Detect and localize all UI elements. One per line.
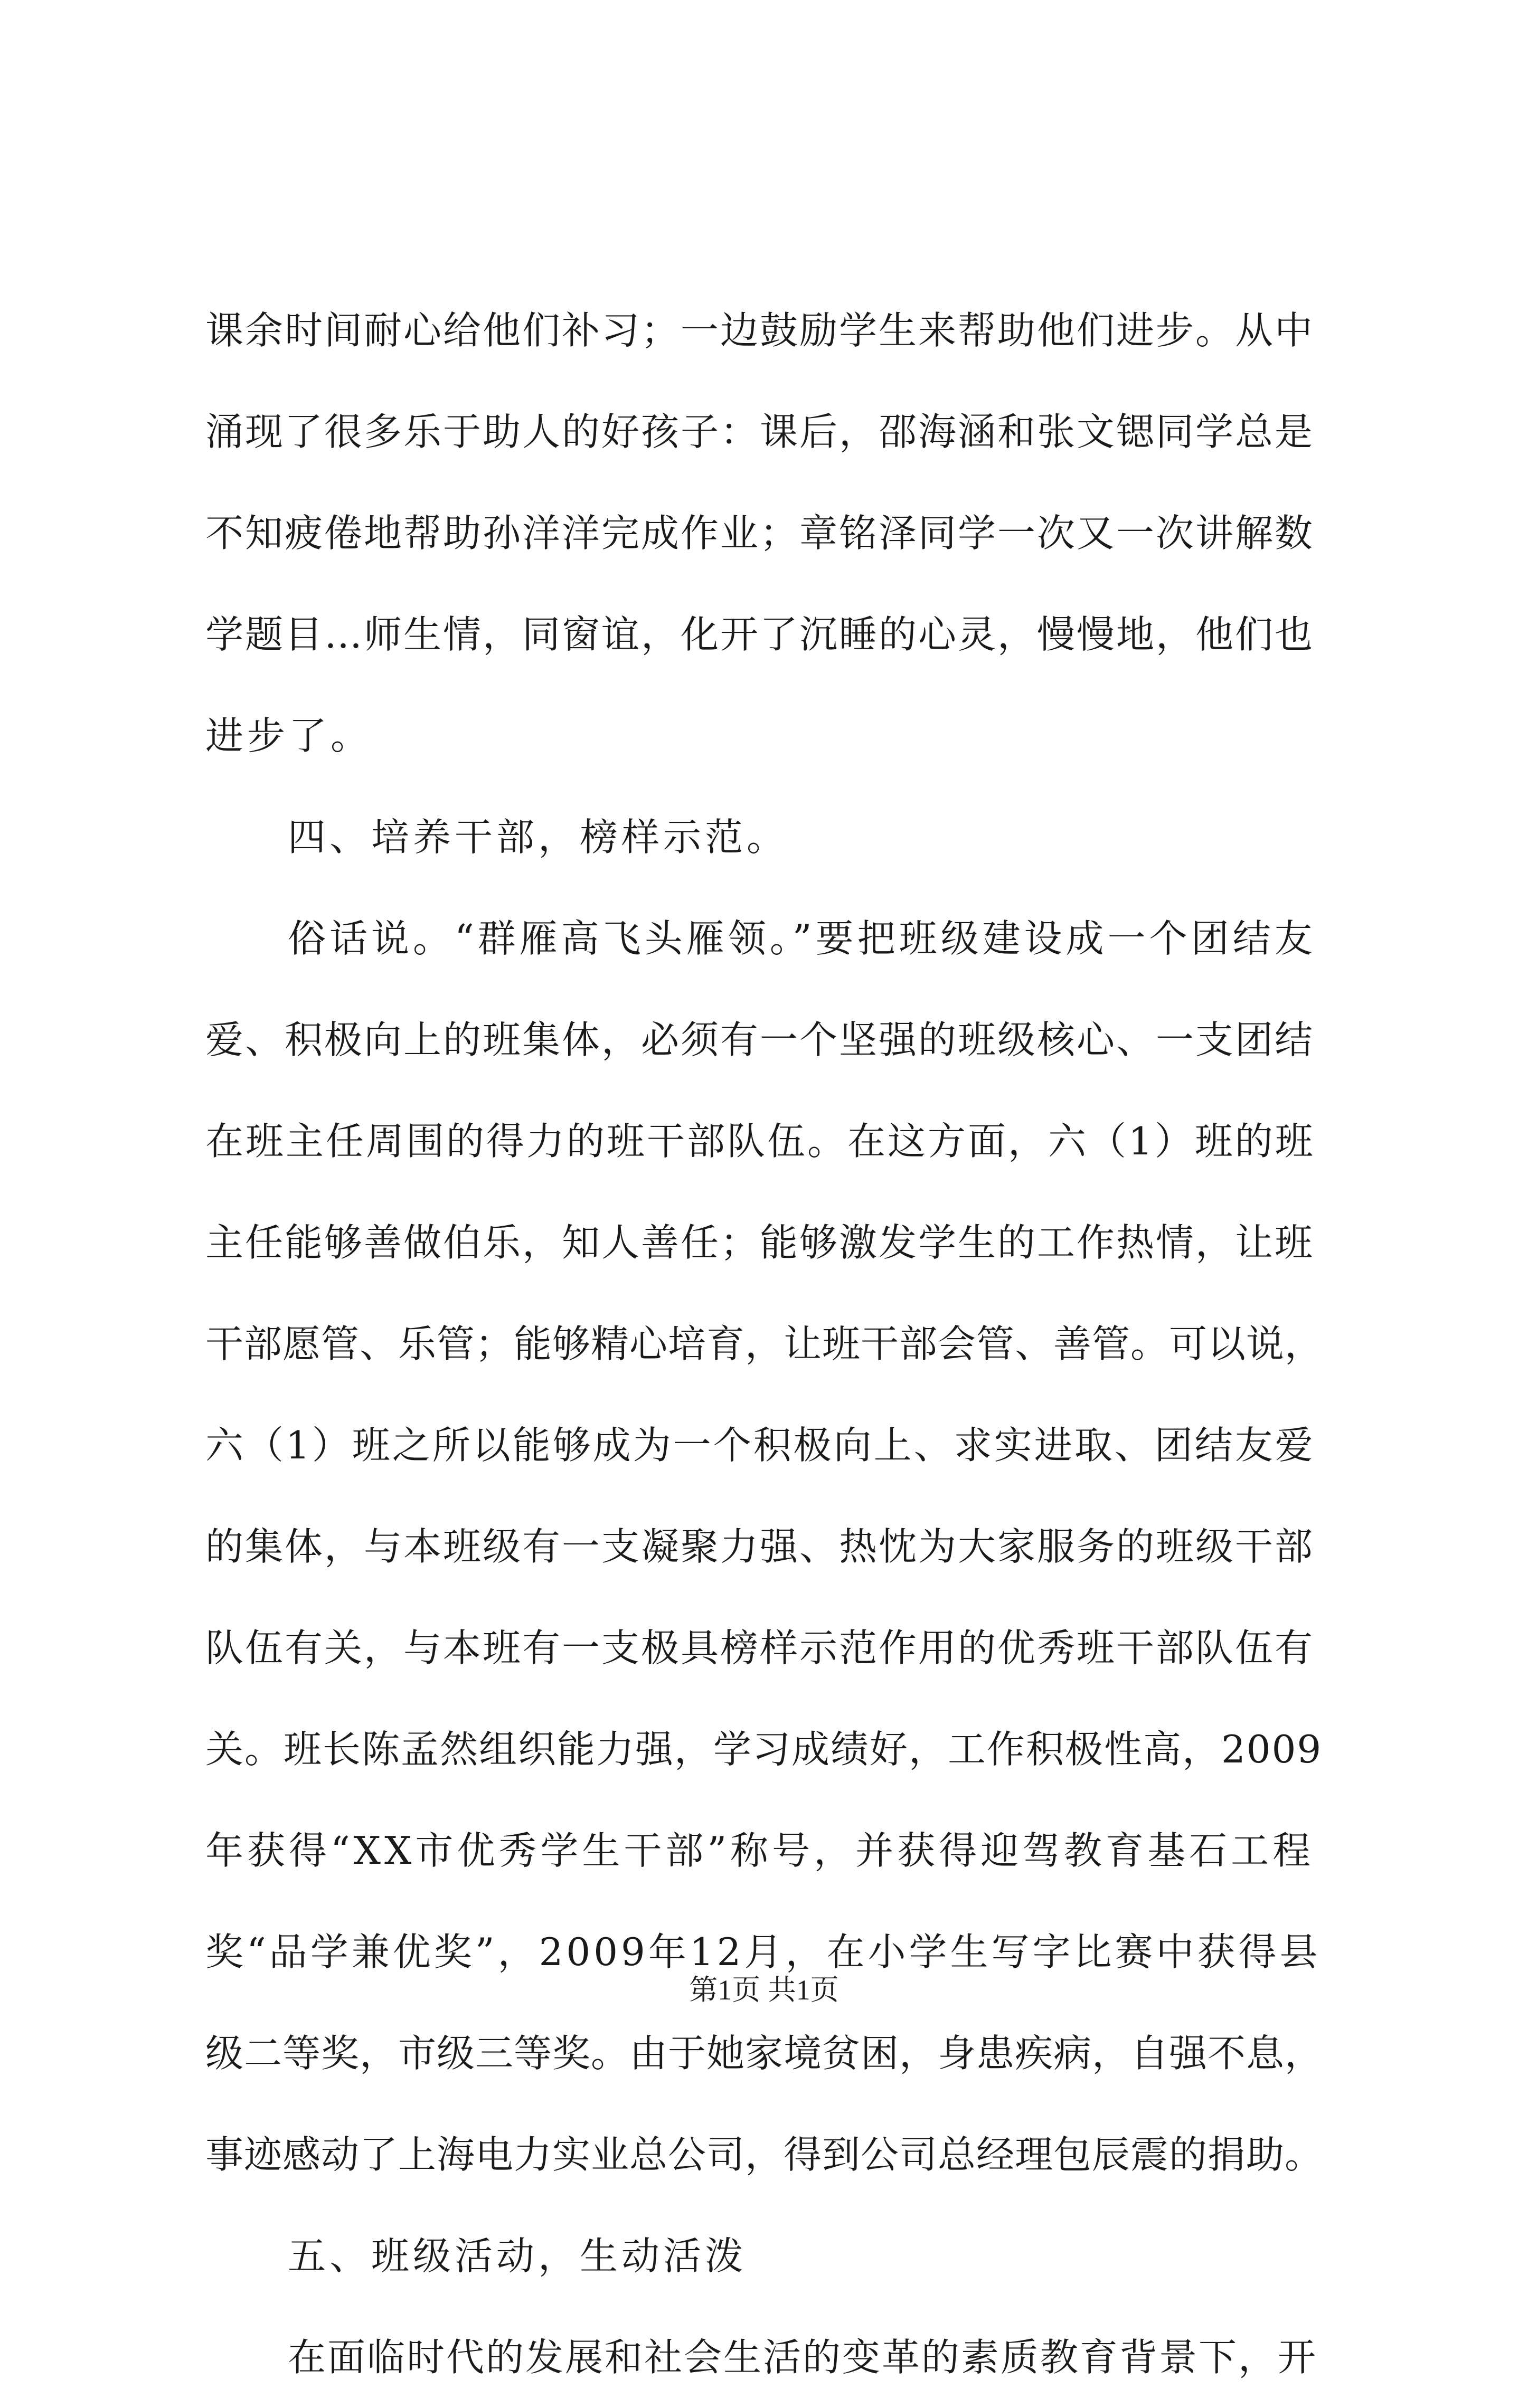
- text-line: 主任能够善做伯乐，知人善任；能够激发学生的工作热情，让班: [205, 1220, 1315, 1265]
- text-line: 学题目…师生情，同窗谊，化开了沉睡的心灵，慢慢地，他们也: [205, 612, 1315, 657]
- text-line: 进步了。: [205, 714, 373, 758]
- text-line: 奖“品学兼优奖”，2009年12月，在小学生写字比赛中获得县: [205, 1930, 1321, 1974]
- text-line: 事迹感动了上海电力实业总公司，得到公司总经理包辰震的捐助。: [205, 2132, 1324, 2177]
- text-line: 在班主任周围的得力的班干部队伍。在这方面，六（1）班的班: [205, 1119, 1315, 1163]
- paragraph-first-line: 五、班级活动，生动活泼: [288, 2234, 747, 2278]
- page-footer: 第1页 共1页: [689, 1974, 839, 2006]
- paragraph-first-line: 四、培养干部，榜样示范。: [288, 815, 789, 859]
- paragraph-first-line: 俗话说。“群雁高飞头雁领。”要把班级建设成一个团结友: [288, 916, 1316, 961]
- text-line: 队伍有关，与本班有一支极具榜样示范作用的优秀班干部队伍有: [205, 1626, 1315, 1670]
- text-line: 年获得“XX市优秀学生干部”称号，并获得迎驾教育基石工程: [205, 1828, 1315, 1873]
- text-line: 干部愿管、乐管；能够精心培育，让班干部会管、善管。可以说，: [205, 1322, 1324, 1366]
- text-line: 的集体，与本班级有一支凝聚力强、热忱为大家服务的班级干部: [205, 1524, 1315, 1569]
- text-line: 不知疲倦地帮助孙洋洋完成作业；章铭泽同学一次又一次讲解数: [205, 511, 1315, 555]
- text-line: 课余时间耐心给他们补习；一边鼓励学生来帮助他们进步。从中: [205, 308, 1315, 353]
- text-line: 关。班长陈孟然组织能力强，学习成绩好，工作积极性高，2009: [205, 1727, 1323, 1771]
- document-body: [205, 280, 1325, 2408]
- paragraph-first-line: 在面临时代的发展和社会生活的变革的素质教育背景下，开: [288, 2335, 1318, 2379]
- text-line: 爱、积极向上的班集体，必须有一个坚强的班级核心、一支团结: [205, 1018, 1315, 1062]
- text-line: 级二等奖，市级三等奖。由于她家境贫困，身患疾病，自强不息，: [205, 2031, 1324, 2075]
- text-line: 涌现了很多乐于助人的好孩子：课后，邵海涵和张文锶同学总是: [205, 410, 1315, 454]
- text-line: 六（1）班之所以能够成为一个积极向上、求实进取、团结友爱: [205, 1423, 1315, 1467]
